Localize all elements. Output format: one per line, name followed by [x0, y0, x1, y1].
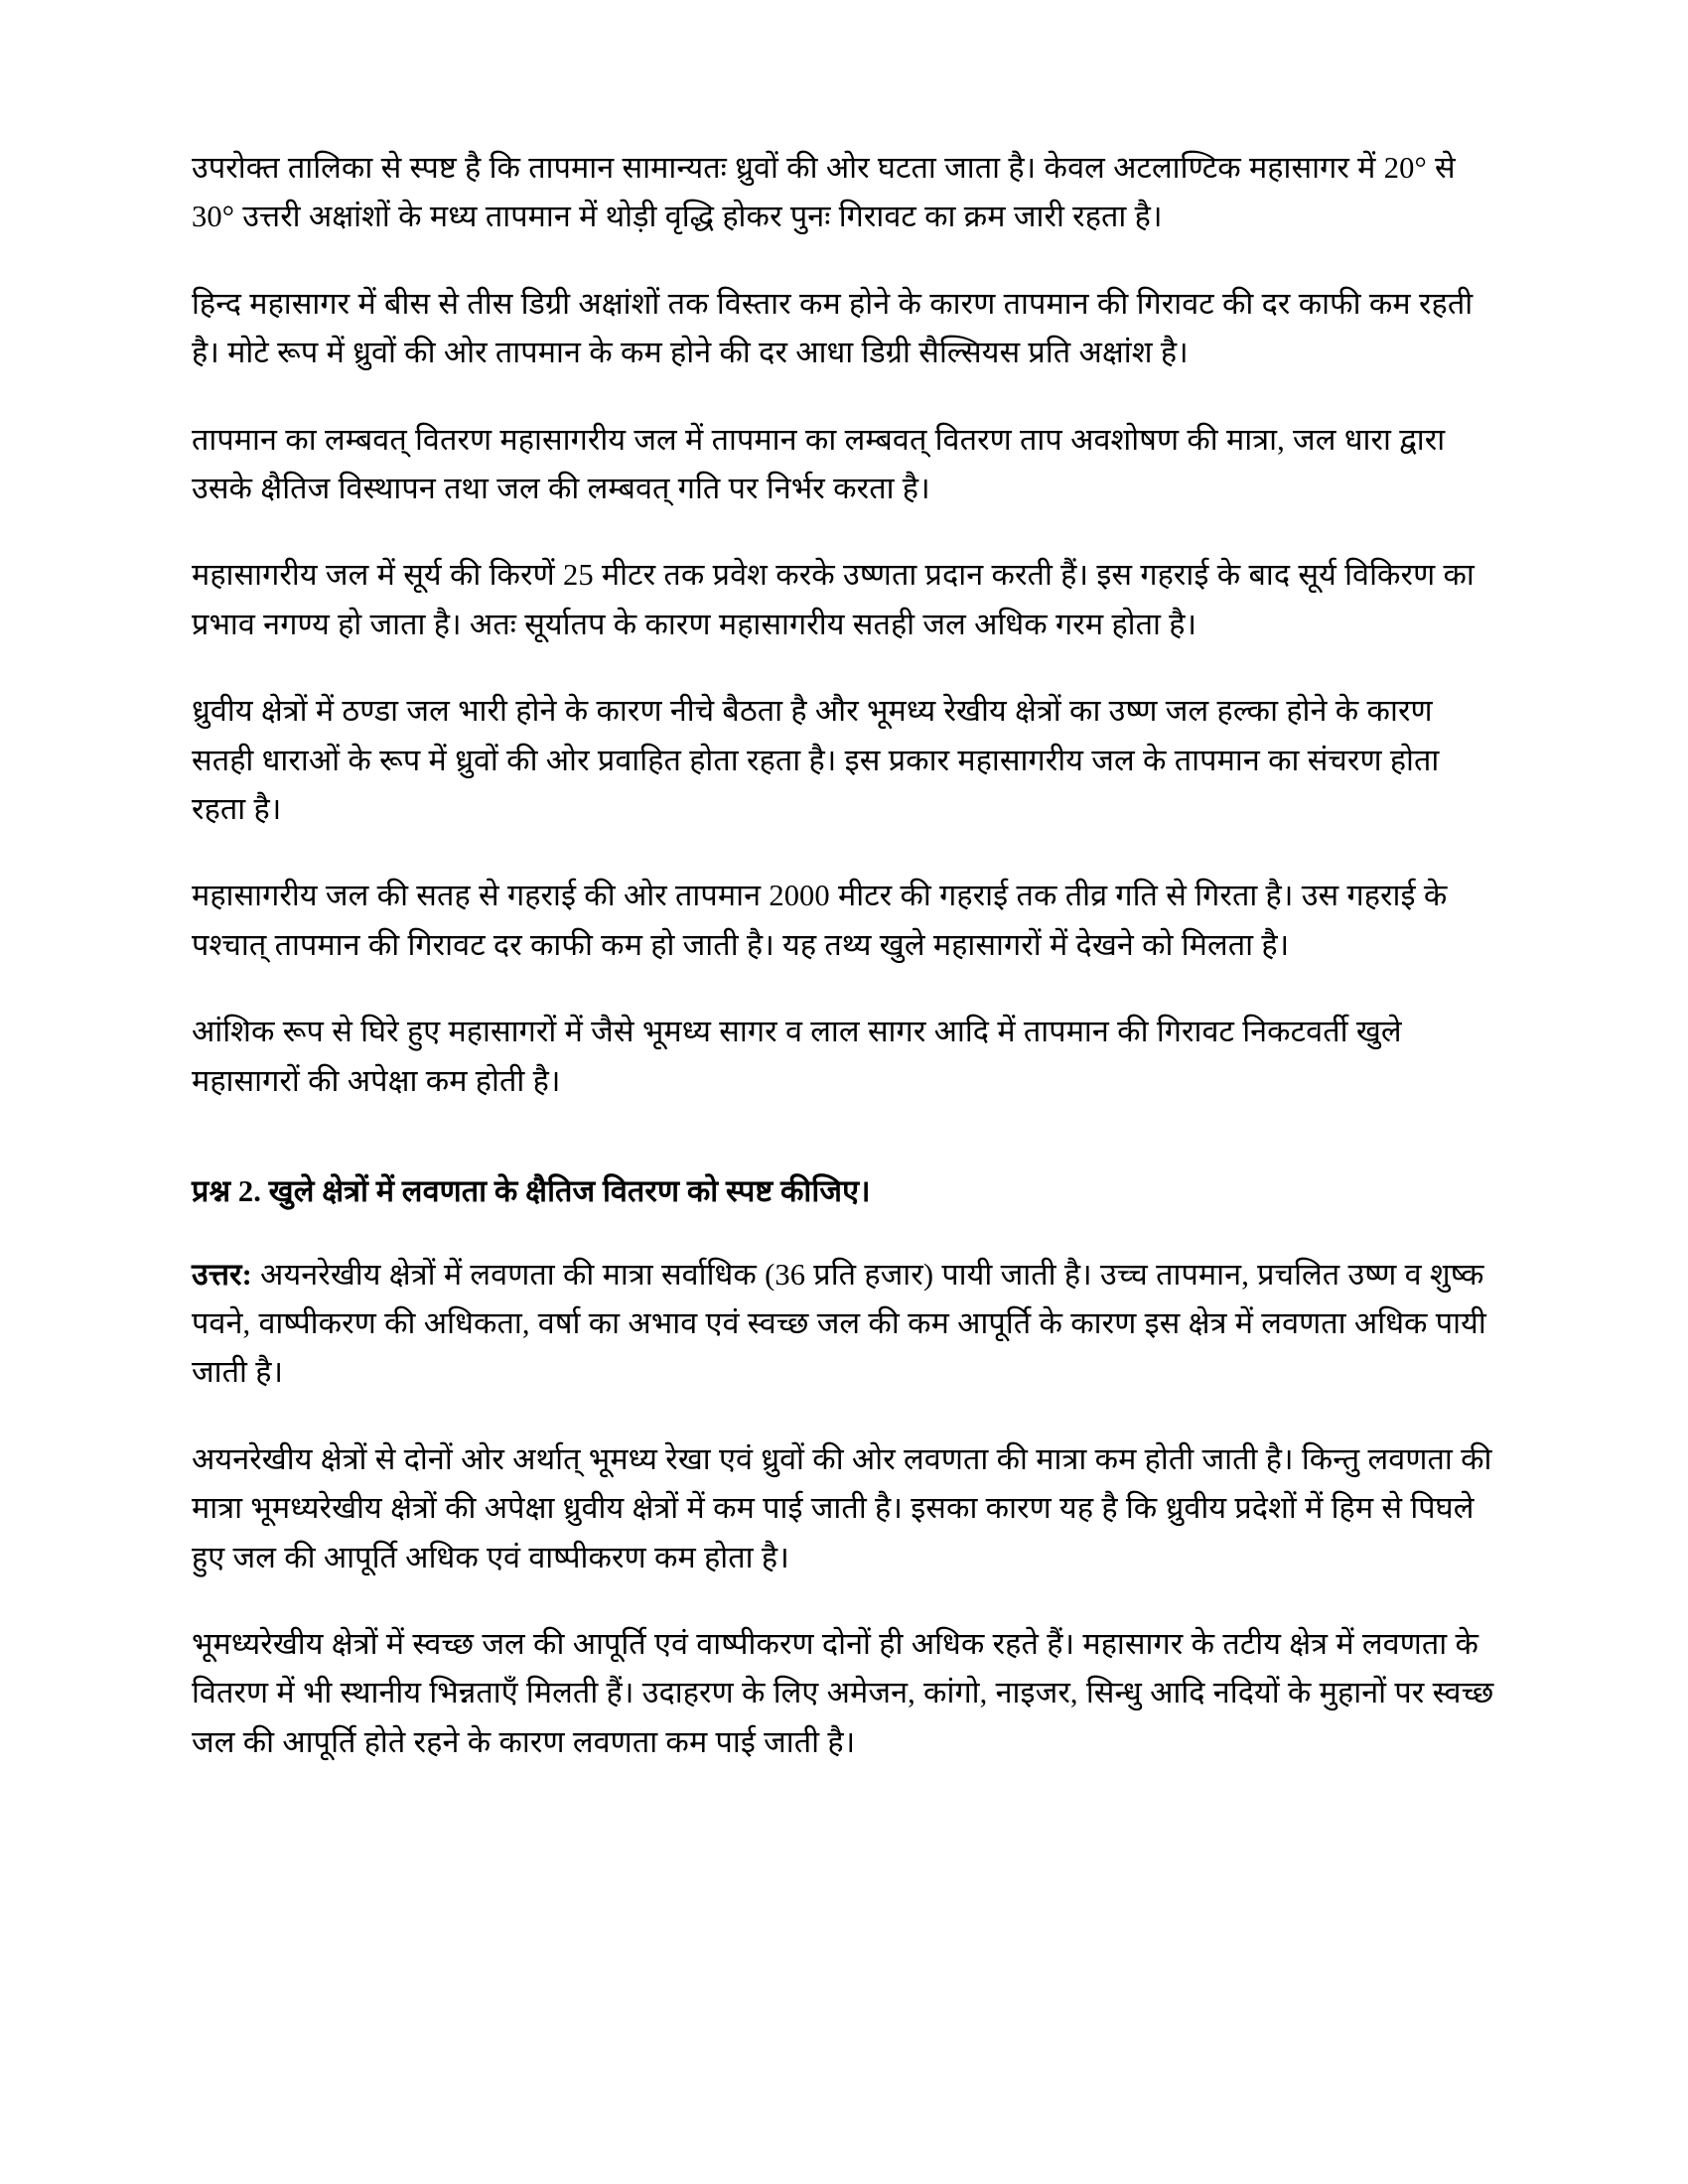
question-spacer — [192, 1144, 1496, 1160]
answer-paragraph-1 — [192, 1251, 1496, 1398]
answer-paragraph-2: अयनरेखीय क्षेत्रों से दोनों ओर अर्थात् भूमध्य रेखा एवं ध्रुवों की ओर लवणता की मात्रा कम होती जाती है। किन्तु लवणता की मात्रा भूमध्यरेखीय क्षेत्रों की अपेक्षा ध्रुवीय क्षेत्रों में कम पाई जाती है। इसका कारण यह है कि ध्रुवीय प्रदेशों में हिम से पिघले हुए जल की आपूर्ति अधिक एवं वाष्पीकरण कम होता है। — [192, 1441, 1492, 1574]
answer-paragraph-3: भूमध्यरेखीय क्षेत्रों में स्वच्छ जल की आपूर्ति एवं वाष्पीकरण दोनों ही अधिक रहते हैं। महासागर के तटीय क्षेत्र में लवणता के वितरण में भी स्थानीय भिन्नताएँ मिलती हैं। उदाहरण के लिए अमेजन, कांगो, नाइजर, सिन्धु आदि नदियों के मुहानों पर स्वच्छ जल की आपूर्ति होते रहने के कारण लवणता कम पाई जाती है। — [192, 1626, 1494, 1759]
question-heading: प्रश्न 2. खुले क्षेत्रों में लवणता के क्षैतिज वितरण को स्पष्ट कीजिए। — [192, 1174, 871, 1209]
paragraph-7: आंशिक रूप से घिरे हुए महासागरों में जैसे भूमध्य सागर व लाल सागर आदि में तापमान की गिरावट निकटवर्ती खुले महासागरों की अपेक्षा कम होती है। — [192, 1015, 1402, 1098]
paragraph-1: उपरोक्त तालिका से स्पष्ट है कि तापमान सामान्यतः ध्रुवों की ओर घटता जाता है। केवल अटलाण्टिक महासागर में 20° से 30° उत्तरी अक्षांशों के मध्य तापमान में थोड़ी वृद्धि होकर पुनः गिरावट का क्रम जारी रहता है। — [192, 151, 1456, 234]
paragraph-5: ध्रुवीय क्षेत्रों में ठण्डा जल भारी होने के कारण नीचे बैठता है और भूमध्य रेखीय क्षेत्रों का उष्ण जल हल्का होने के कारण सतही धाराओं के रूप में ध्रुवों की ओर प्रवाहित होता रहता है। इस प्रकार महासागरीय जल के तापमान का संचरण होता रहता है। — [192, 694, 1440, 827]
paragraph-4: महासागरीय जल में सूर्य की किरणें 25 मीटर तक प्रवेश करके उष्णता प्रदान करती हैं। इस गहराई के बाद सूर्य विकिरण का प्रभाव नगण्य हो जाता है। अतः सूर्यातप के कारण महासागरीय सतही जल अधिक गरम होता है। — [192, 558, 1475, 641]
answer-paragraph-1-text: अयनरेखीय क्षेत्रों में लवणता की मात्रा सर्वाधिक (36 प्रति हजार) पायी जाती है। उच्च तापमान, प्रचलित उष्ण व शुष्क पवने, वाष्पीकरण की अधिकता, वर्षा का अभाव एवं स्वच्छ जल की कम आपूर्ति के कारण इस क्षेत्र में लवणता अधिक पायी जाती है। — [192, 1257, 1486, 1390]
answer-label: उत्तर: — [192, 1257, 252, 1292]
paragraph-6: महासागरीय जल की सतह से गहराई की ओर तापमान 2000 मीटर की गहराई तक तीव्र गति से गिरता है। उस गहराई के पश्चात् तापमान की गिरावट दर काफी कम हो जाती है। यह तथ्य खुले महासागरों में देखने को मिलता है। — [192, 879, 1448, 962]
paragraph-3: तापमान का लम्बवत् वितरण महासागरीय जल में तापमान का लम्बवत् वितरण ताप अवशोषण की मात्रा, जल धारा द्वारा उसके क्षैतिज विस्थापन तथा जल की लम्बवत् गति पर निर्भर करता है। — [192, 422, 1446, 506]
paragraph-2: हिन्द महासागर में बीस से तीस डिग्री अक्षांशों तक विस्तार कम होने के कारण तापमान की गिरावट की दर काफी कम रहती है। मोटे रूप में ध्रुवों की ओर तापमान के कम होने की दर आधा डिग्री सैल्सियस प्रति अक्षांश है। — [192, 286, 1474, 370]
page-content — [192, 144, 1496, 1767]
